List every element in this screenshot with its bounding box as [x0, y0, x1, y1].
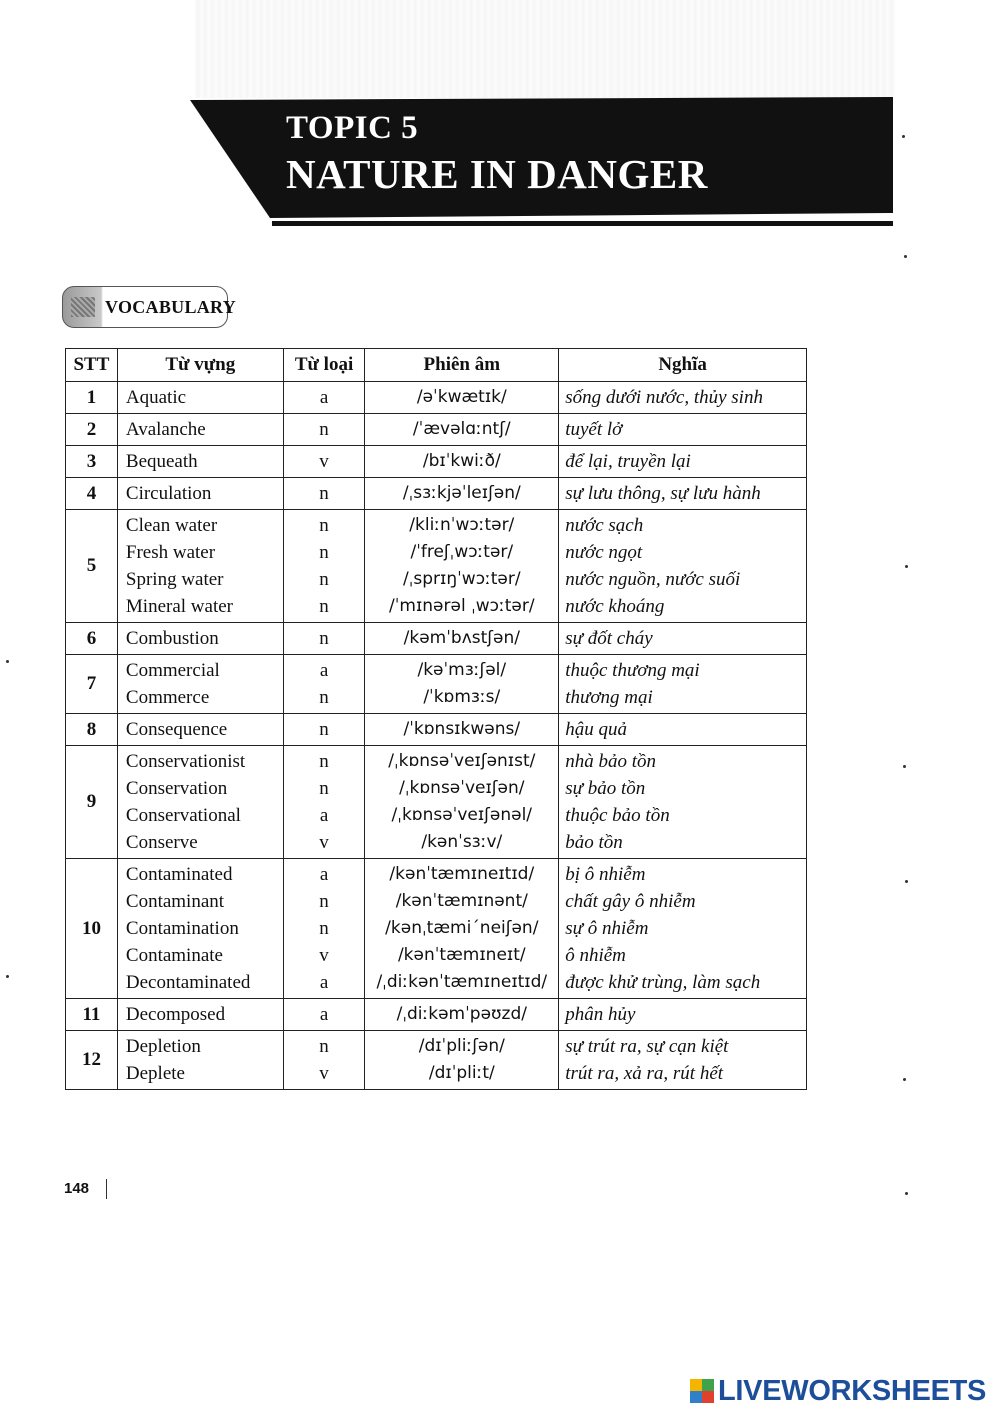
banner-shape [0, 0, 1000, 240]
part-of-speech: n [319, 419, 329, 440]
part-of-speech-cell [283, 655, 365, 714]
table-body [66, 382, 807, 1090]
phonetic-transcription: /ˌdiːkənˈtæmɪneɪtɪd/ [376, 972, 548, 992]
vocabulary-word: Combustion [125, 628, 219, 649]
part-of-speech-cell [283, 446, 365, 478]
table-row [66, 714, 807, 746]
vietnamese-meaning: thuộc bảo tồn [565, 805, 670, 826]
part-of-speech: a [319, 387, 329, 408]
phonetic-transcription-cell [365, 655, 559, 714]
table-row [66, 655, 807, 714]
vietnamese-meaning: nước nguồn, nước suối [565, 569, 741, 590]
vocabulary-word-cell [117, 623, 283, 655]
vietnamese-meaning: sự bảo tồn [565, 778, 646, 799]
topic-banner [0, 0, 1000, 240]
part-of-speech: v [319, 1063, 329, 1084]
vocabulary-word: Conservationist [125, 751, 246, 772]
table-row [66, 382, 807, 414]
phonetic-transcription: /ˈmɪnərəl ˌwɔːtər/ [389, 596, 535, 616]
table-row [66, 859, 807, 999]
vietnamese-meaning: sự trút ra, sự cạn kiệt [565, 1036, 729, 1057]
vietnamese-meaning: nước khoáng [565, 596, 665, 617]
vocabulary-word: Contaminate [125, 945, 223, 966]
phonetic-transcription: /kənˈtæmɪneɪtɪd/ [389, 864, 535, 884]
vocabulary-word: Consequence [125, 719, 228, 740]
vietnamese-meaning-cell [559, 510, 807, 623]
row-number: 12 [66, 1031, 118, 1090]
scan-speck [905, 880, 908, 883]
vietnamese-meaning: ô nhiễm [565, 945, 626, 966]
part-of-speech: a [319, 972, 329, 993]
row-number: 8 [66, 714, 118, 746]
part-of-speech: v [319, 832, 329, 853]
phonetic-transcription-cell [365, 999, 559, 1031]
part-of-speech: n [319, 751, 329, 772]
vietnamese-meaning: chất gây ô nhiễm [565, 891, 696, 912]
vietnamese-meaning-cell [559, 414, 807, 446]
page-number: 148 [64, 1180, 90, 1197]
phonetic-transcription: /kənˈtæmɪnənt/ [395, 891, 528, 911]
table-row [66, 478, 807, 510]
vietnamese-meaning-cell [559, 746, 807, 859]
phonetic-transcription: /ˌkɒnsəˈveɪʃən/ [399, 778, 525, 798]
table-row [66, 746, 807, 859]
row-number: 7 [66, 655, 118, 714]
header-word: Từ vựng [117, 349, 283, 382]
vietnamese-meaning: sự đốt cháy [565, 628, 653, 649]
page-number-divider [106, 1179, 107, 1199]
phonetic-transcription: /kənˈsɜːv/ [421, 832, 503, 852]
row-number: 10 [66, 859, 118, 999]
part-of-speech: n [319, 596, 329, 617]
vocabulary-word: Deplete [125, 1063, 185, 1084]
part-of-speech: n [319, 542, 329, 563]
part-of-speech-cell [283, 746, 365, 859]
vietnamese-meaning: nhà bảo tồn [565, 751, 656, 772]
liveworksheets-logo[interactable] [690, 1374, 986, 1408]
vietnamese-meaning: được khử trùng, làm sạch [565, 972, 761, 993]
phonetic-transcription-cell [365, 446, 559, 478]
table-row [66, 414, 807, 446]
vietnamese-meaning: thương mại [565, 687, 653, 708]
vocabulary-word: Commerce [125, 687, 210, 708]
part-of-speech: v [319, 451, 329, 472]
part-of-speech-cell [283, 623, 365, 655]
table-row [66, 1031, 807, 1090]
vietnamese-meaning-cell [559, 655, 807, 714]
table-row [66, 999, 807, 1031]
vocabulary-word: Conservation [125, 778, 228, 799]
vocabulary-word: Depletion [125, 1036, 201, 1057]
phonetic-transcription: /ˈkɒmɜːs/ [423, 687, 501, 707]
row-number: 4 [66, 478, 118, 510]
vocabulary-word: Contaminant [125, 891, 225, 912]
phonetic-transcription: /ˈævəlɑːntʃ/ [412, 419, 511, 439]
part-of-speech: n [319, 778, 329, 799]
phonetic-transcription: /dɪˈpliːt/ [428, 1063, 495, 1083]
row-number: 6 [66, 623, 118, 655]
phonetic-transcription-cell [365, 859, 559, 999]
vocabulary-word: Decontaminated [125, 972, 251, 993]
vocabulary-word-cell [117, 446, 283, 478]
vocabulary-word-cell [117, 382, 283, 414]
phonetic-transcription: /kəˈmɜːʃəl/ [417, 660, 507, 680]
vocabulary-word: Conserve [125, 832, 198, 853]
topic-title: NATURE IN DANGER [286, 151, 708, 197]
phonetic-transcription-cell [365, 746, 559, 859]
vocabulary-word: Bequeath [125, 451, 198, 472]
phonetic-transcription: /dɪˈpliːʃən/ [418, 1036, 505, 1056]
phonetic-transcription: /kənˌtæmiˊneiʃən/ [385, 918, 539, 938]
vietnamese-meaning: sự lưu thông, sự lưu hành [565, 483, 761, 504]
scan-speck [902, 135, 905, 138]
phonetic-transcription: /bɪˈkwiːð/ [422, 451, 501, 471]
part-of-speech: n [319, 628, 329, 649]
table-row [66, 623, 807, 655]
vietnamese-meaning: nước sạch [565, 515, 644, 536]
phonetic-transcription: /kliːnˈwɔːtər/ [409, 515, 515, 535]
vietnamese-meaning-cell [559, 623, 807, 655]
phonetic-transcription: /ˈfreʃˌwɔːtər/ [410, 542, 514, 562]
scan-speck [904, 255, 907, 258]
vietnamese-meaning-cell [559, 382, 807, 414]
topic-label: TOPIC 5 [286, 110, 419, 146]
vocabulary-word: Commercial [125, 660, 220, 681]
vietnamese-meaning-cell [559, 859, 807, 999]
vocabulary-word: Contaminated [125, 864, 233, 885]
part-of-speech-cell [283, 999, 365, 1031]
part-of-speech-cell [283, 382, 365, 414]
vietnamese-meaning-cell [559, 999, 807, 1031]
part-of-speech: n [319, 918, 329, 939]
vietnamese-meaning: sống dưới nước, thủy sinh [565, 387, 763, 408]
vocabulary-word: Mineral water [125, 596, 233, 617]
phonetic-transcription-cell [365, 1031, 559, 1090]
vietnamese-meaning: phân hủy [565, 1004, 636, 1025]
part-of-speech: n [319, 515, 329, 536]
part-of-speech: v [319, 945, 329, 966]
vocabulary-section-badge [62, 286, 237, 328]
header-stt: STT [66, 349, 118, 382]
table-header-row [66, 349, 807, 382]
phonetic-transcription: /ˌsɜːkjəˈleɪʃən/ [402, 483, 521, 503]
phonetic-transcription-cell [365, 714, 559, 746]
scan-speck [6, 975, 9, 978]
vocabulary-word-cell [117, 746, 283, 859]
part-of-speech-cell [283, 510, 365, 623]
phonetic-transcription: /əˈkwætɪk/ [416, 387, 507, 407]
part-of-speech: n [319, 569, 329, 590]
vietnamese-meaning-cell [559, 714, 807, 746]
part-of-speech: a [319, 864, 329, 885]
vietnamese-meaning: bảo tồn [565, 832, 623, 853]
vietnamese-meaning: nước ngọt [565, 542, 643, 563]
vietnamese-meaning: hậu quả [565, 719, 627, 740]
vocabulary-word: Contamination [125, 918, 239, 939]
vocabulary-word: Aquatic [125, 387, 187, 408]
vocabulary-word-cell [117, 655, 283, 714]
phonetic-transcription-cell [365, 623, 559, 655]
row-number: 1 [66, 382, 118, 414]
vocabulary-icon [71, 297, 95, 317]
vietnamese-meaning: tuyết lở [565, 419, 623, 440]
header-meaning: Nghĩa [559, 349, 807, 382]
phonetic-transcription-cell [365, 382, 559, 414]
vocabulary-word: Decomposed [125, 1004, 226, 1025]
vocabulary-word-cell [117, 999, 283, 1031]
part-of-speech: n [319, 719, 329, 740]
vietnamese-meaning: bị ô nhiễm [565, 864, 646, 885]
part-of-speech-cell [283, 859, 365, 999]
table-row [66, 446, 807, 478]
vietnamese-meaning-cell [559, 478, 807, 510]
phonetic-transcription: /ˌdiːkəmˈpəʊzd/ [396, 1004, 527, 1024]
liveworksheets-brand: LIVEWORKSHEETS [718, 1374, 987, 1407]
phonetic-transcription-cell [365, 414, 559, 446]
row-number: 9 [66, 746, 118, 859]
vocabulary-table [65, 348, 807, 1090]
table-row [66, 510, 807, 623]
vocabulary-word-cell [117, 414, 283, 446]
part-of-speech: n [319, 1036, 329, 1057]
phonetic-transcription: /ˈkɒnsɪkwəns/ [403, 719, 521, 739]
row-number: 11 [66, 999, 118, 1031]
phonetic-transcription-cell [365, 510, 559, 623]
vietnamese-meaning: trút ra, xả ra, rút hết [565, 1063, 724, 1084]
part-of-speech: n [319, 891, 329, 912]
scan-speck [905, 565, 908, 568]
part-of-speech: a [319, 660, 329, 681]
vocabulary-word: Clean water [125, 515, 218, 536]
part-of-speech-cell [283, 714, 365, 746]
scan-speck [903, 1078, 906, 1081]
part-of-speech: a [319, 1004, 329, 1025]
header-part-of-speech: Từ loại [283, 349, 365, 382]
row-number: 5 [66, 510, 118, 623]
vocabulary-word-cell [117, 1031, 283, 1090]
part-of-speech: a [319, 805, 329, 826]
phonetic-transcription: /kəmˈbʌstʃən/ [403, 628, 520, 648]
vocabulary-word-cell [117, 478, 283, 510]
row-number: 2 [66, 414, 118, 446]
part-of-speech-cell [283, 478, 365, 510]
vocabulary-word: Conservational [125, 805, 241, 826]
vocabulary-word: Circulation [125, 483, 212, 504]
part-of-speech: n [319, 483, 329, 504]
vocabulary-word: Fresh water [125, 542, 216, 563]
vocabulary-heading: VOCABULARY [105, 297, 237, 317]
vocabulary-word-cell [117, 510, 283, 623]
vietnamese-meaning-cell [559, 446, 807, 478]
scan-speck [905, 1192, 908, 1195]
vocabulary-word: Spring water [125, 569, 224, 590]
vocabulary-word-cell [117, 859, 283, 999]
part-of-speech: n [319, 687, 329, 708]
vietnamese-meaning: để lại, truyền lại [565, 451, 691, 472]
vietnamese-meaning-cell [559, 1031, 807, 1090]
header-phonetic: Phiên âm [365, 349, 559, 382]
vietnamese-meaning: thuộc thương mại [565, 660, 700, 681]
phonetic-transcription: /ˌkɒnsəˈveɪʃənɪst/ [388, 751, 536, 771]
part-of-speech-cell [283, 1031, 365, 1090]
phonetic-transcription: /ˌsprɪŋˈwɔːtər/ [402, 569, 521, 589]
phonetic-transcription: /ˌkɒnsəˈveɪʃənəl/ [391, 805, 533, 825]
part-of-speech-cell [283, 414, 365, 446]
vocabulary-word-cell [117, 714, 283, 746]
liveworksheets-cube-icon [690, 1379, 714, 1403]
phonetic-transcription: /kənˈtæmɪneɪt/ [397, 945, 526, 965]
scan-speck [6, 660, 9, 663]
vocabulary-word: Avalanche [125, 419, 206, 440]
row-number: 3 [66, 446, 118, 478]
phonetic-transcription-cell [365, 478, 559, 510]
vietnamese-meaning: sự ô nhiễm [565, 918, 649, 939]
scan-speck [903, 765, 906, 768]
